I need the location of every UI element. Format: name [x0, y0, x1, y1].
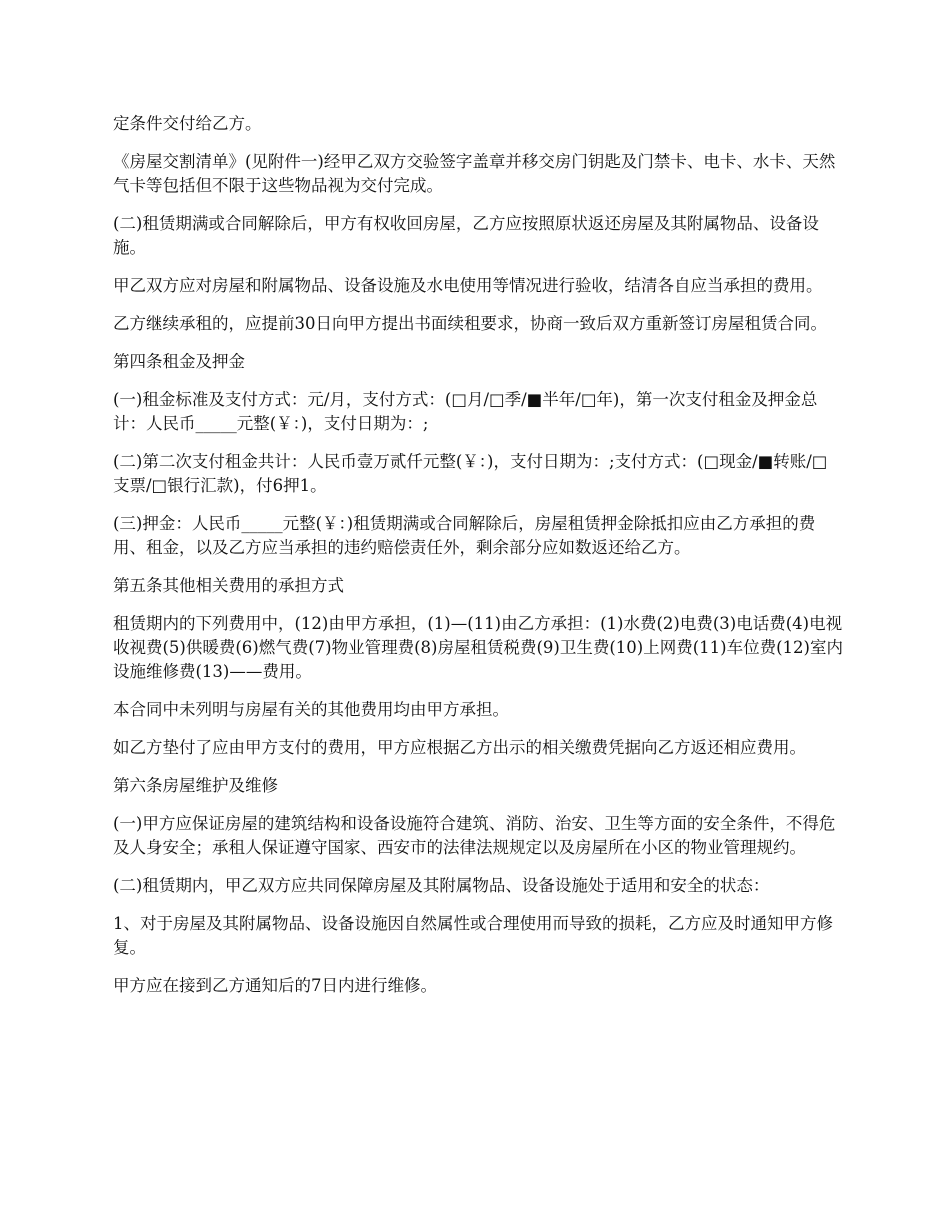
- paragraph-joint-maintenance: (二)租赁期内，甲乙双方应共同保障房屋及其附属物品、设备设施处于适用和安全的状态：: [113, 876, 770, 895]
- paragraph-other-fees: 本合同中未列明与房屋有关的其他费用均由甲方承担。: [113, 700, 509, 719]
- paragraph-rent-standard: (一)租金标准及支付方式：元/月，支付方式：(□月/□季/■半年/□年)，第一次支付租金及押金总计：人民币_____元整(￥：)，支付日期为：;: [113, 390, 818, 433]
- section-heading-article-6: 第六条房屋维护及维修: [113, 776, 278, 795]
- paragraph-advance-payment: 如乙方垫付了应由甲方支付的费用，甲方应根据乙方出示的相关缴费凭据向乙方返还相应费用。: [113, 738, 806, 757]
- paragraph-deposit: (三)押金：人民币_____元整(￥：)租赁期满或合同解除后，房屋租赁押金除抵扣应由乙方承担的费用、租金，以及乙方应当承担的违约赔偿责任外，剩余部分应如数返还给乙方。: [113, 514, 816, 557]
- paragraph-renewal: 乙方继续承租的，应提前30日向甲方提出书面续租要求，协商一致后双方重新签订房屋租赁合同。: [113, 314, 827, 333]
- paragraph-safety: (一)甲方应保证房屋的建筑结构和设备设施符合建筑、消防、治安、卫生等方面的安全条件，不得危及人身安全；承租人保证遵守国家、西安市的法律法规规定以及房屋所在小区的物业管理规约。: [113, 814, 836, 857]
- section-heading-article-4: 第四条租金及押金: [113, 352, 245, 371]
- paragraph-handover-list: 《房屋交割清单》(见附件一)经甲乙双方交验签字盖章并移交房门钥匙及门禁卡、电卡、水卡、天然气卡等包括但不限于这些物品视为交付完成。: [113, 152, 836, 195]
- paragraph-fee-list: 租赁期内的下列费用中，(12)由甲方承担，(1)—(11)由乙方承担：(1)水费(2)电费(3)电话费(4)电视收视费(5)供暖费(6)燃气费(7)物业管理费(8)房屋租赁税费(9)卫生费(10)上网费(11)车位费(12)室内设施维修费(13)——费用。: [113, 614, 843, 681]
- document-body: [113, 112, 843, 1012]
- paragraph-lease-expiry: (二)租赁期满或合同解除后，甲方有权收回房屋，乙方应按照原状返还房屋及其附属物品、设备设施。: [113, 214, 819, 257]
- paragraph-delivery-condition: 定条件交付给乙方。: [113, 114, 262, 133]
- paragraph-wear-repair: 1、对于房屋及其附属物品、设备设施因自然属性或合理使用而导致的损耗，乙方应及时通知甲方修复。: [113, 914, 833, 957]
- section-heading-article-5: 第五条其他相关费用的承担方式: [113, 576, 344, 595]
- paragraph-repair-deadline: 甲方应在接到乙方通知后的7日内进行维修。: [113, 976, 437, 995]
- paragraph-inspection: 甲乙双方应对房屋和附属物品、设备设施及水电使用等情况进行验收，结清各自应当承担的费用。: [113, 276, 823, 295]
- paragraph-second-payment: (二)第二次支付租金共计：人民币壹万贰仟元整(￥：)，支付日期为：;支付方式：(□现金/■转账/□支票/□银行汇款)，付6押1。: [113, 452, 828, 495]
